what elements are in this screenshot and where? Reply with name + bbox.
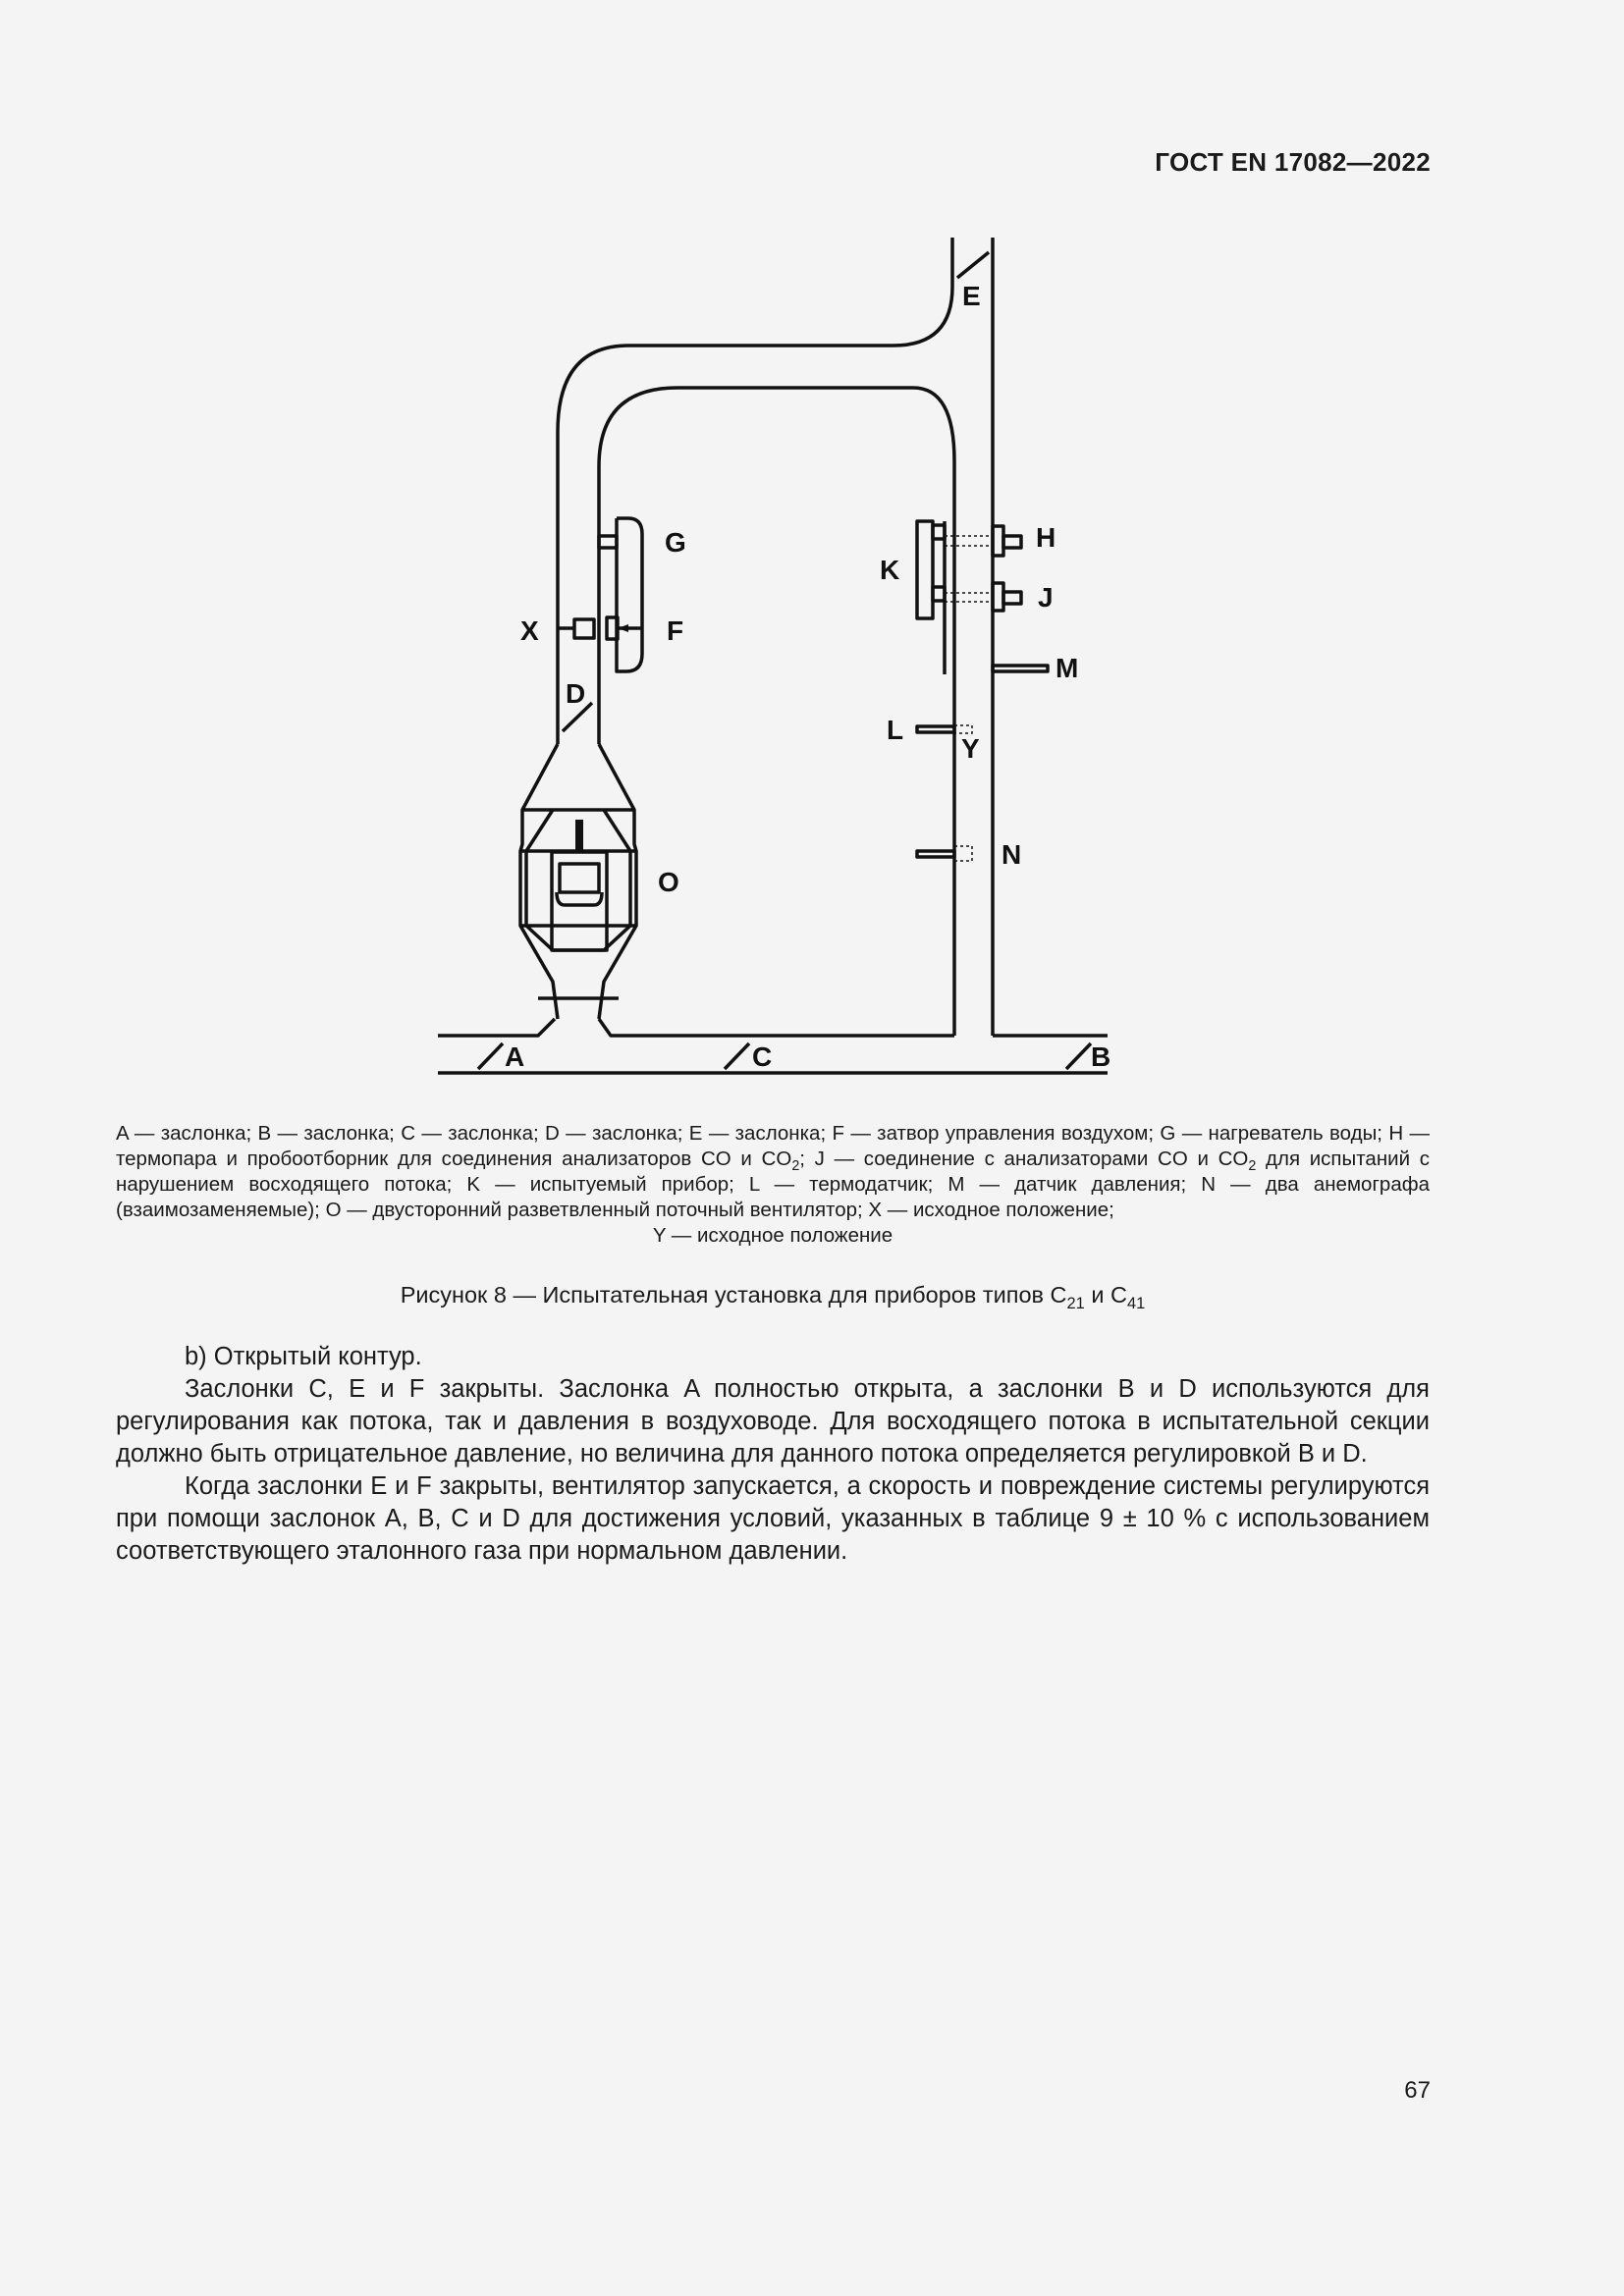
appliance-k-frame — [933, 525, 945, 539]
label-b: B — [1091, 1041, 1111, 1072]
paragraph-dampers-closed: Заслонки C, E и F закрыты. Заслонка A полностью открыта, а заслонки B и D используются для регулирования как потока, так и давления в воздуховоде. Для восходящего потока в испытательной секции должно быть отрицательное давление, но величина для данного потока определяется регулировкой B и D. — [116, 1375, 1430, 1468]
anemograph-n-dashed — [954, 846, 972, 861]
label-k: K — [880, 555, 900, 585]
label-a: A — [505, 1041, 525, 1072]
figure-caption: Рисунок 8 — Испытательная установка для приборов типов $C_{21}$ и $C_{41}$ — [400, 1282, 1146, 1312]
test-rig-figure — [0, 0, 1624, 1109]
label-o: O — [658, 867, 679, 897]
thermo-sensor-l — [917, 726, 954, 732]
appliance-k-frame-2 — [933, 587, 945, 601]
label-d: D — [566, 678, 586, 709]
paragraph-open-circuit: b) Открытый контур. — [185, 1343, 422, 1370]
legend-last-line: Y — исходное положение — [652, 1224, 893, 1247]
pressure-sensor-m — [993, 666, 1048, 671]
label-h: H — [1036, 522, 1056, 553]
fan-outlet — [557, 892, 602, 905]
legend-text: A — заслонка; B — заслонка; C — заслонка; D — заслонка; E — заслонка; F — затвор управления воздухом; G — нагреватель воды; H — термопара и пробоотборник для соединения анализаторов CO и $CO_2$; J — соединение с анализаторами CO и $CO_2$ для испытаний с нарушением восходящего потока; K — испытуемый прибор; L — термодатчик; M — датчик давления; N — два анемографа (взаимозаменяемые); O — двусторонний разветвленный поточный вентилятор; X — исходное положение; — [116, 1122, 1430, 1221]
fan-housing — [520, 744, 636, 1019]
damper-e — [957, 252, 989, 278]
label-c: C — [752, 1041, 773, 1072]
water-heater-g — [617, 518, 642, 671]
fan-motor-window — [560, 864, 599, 892]
document-header: ГОСТ EN 17082—2022 — [1155, 147, 1431, 177]
page-number: 67 — [1404, 2077, 1431, 2104]
label-f: F — [667, 615, 684, 646]
label-g: G — [665, 527, 686, 558]
label-l: L — [887, 715, 904, 745]
origin-x-block — [574, 619, 594, 638]
figure-legend — [116, 1121, 1430, 1249]
body-text — [116, 1341, 1430, 1568]
anemograph-n — [917, 851, 954, 857]
horizontal-duct-top-left — [438, 1019, 555, 1036]
label-x: X — [520, 615, 539, 646]
probe-h-tip — [1003, 536, 1021, 548]
label-y: Y — [961, 733, 980, 764]
thermo-l-dashed — [954, 725, 972, 733]
probe-j-tip — [1003, 592, 1021, 604]
inner-pipe-wall — [599, 388, 954, 1036]
horizontal-duct-top-mid — [599, 1019, 954, 1036]
label-n: N — [1001, 839, 1022, 870]
damper-a — [478, 1043, 503, 1069]
label-e: E — [962, 281, 981, 311]
appliance-k — [917, 521, 933, 618]
label-m: M — [1056, 653, 1079, 683]
damper-b — [1066, 1043, 1091, 1069]
heater-connector-top — [599, 536, 617, 548]
paragraph-fan-start: Когда заслонки E и F закрыты, вентилятор запускается, а скорость и повреждение системы регулируются при помощи заслонок A, B, C и D для достижения условий, указанных в таблице 9 ± 10 % с использованием соответствующего эталонного газа при нормальном давлении. — [116, 1472, 1430, 1565]
air-shutter-f — [607, 617, 618, 639]
label-j: J — [1038, 582, 1054, 613]
damper-c — [725, 1043, 749, 1069]
